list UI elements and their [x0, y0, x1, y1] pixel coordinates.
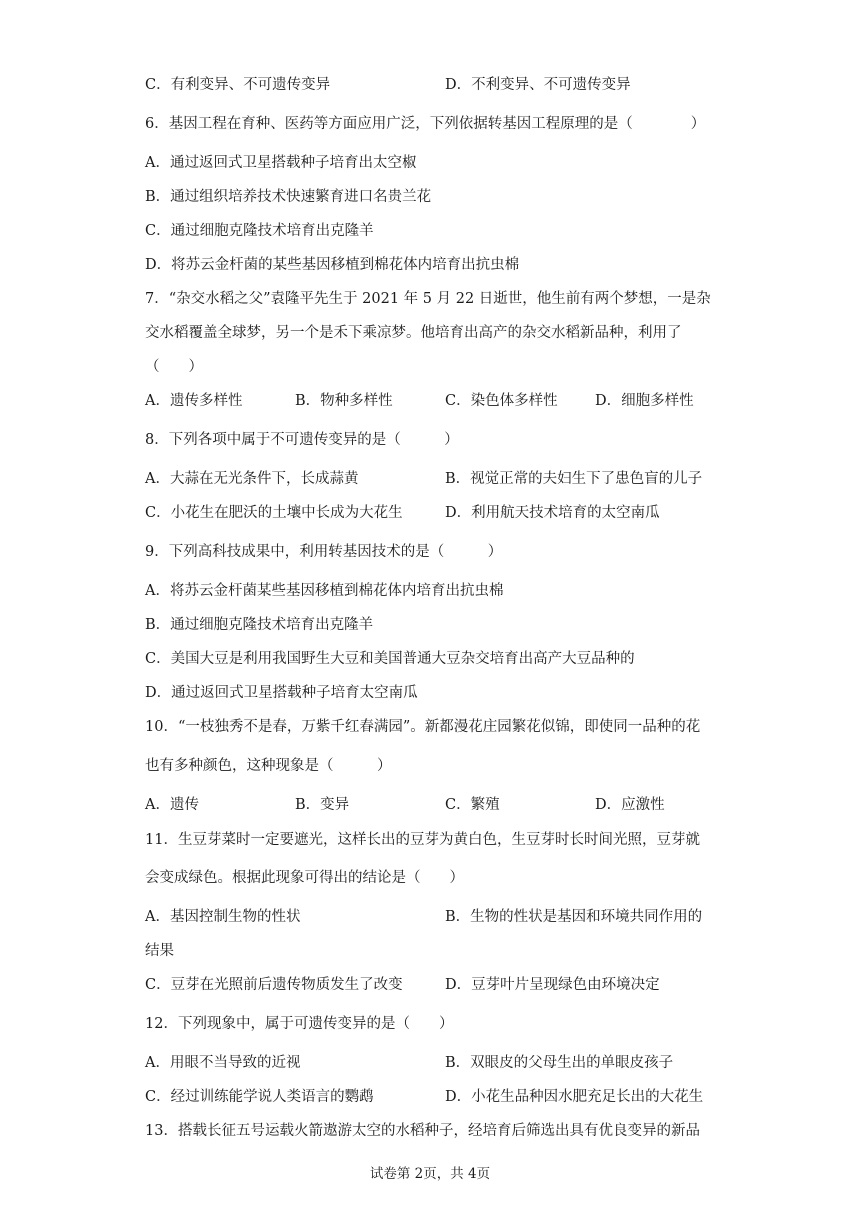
q11-option-b: B．生物的性状是基因和环境共同作用的 [445, 909, 703, 925]
q11-stem-line1: 11．生豆芽菜时一定要遮光，这样长出的豆芽为黄白色，生豆芽时长时间光照，豆芽就 [145, 832, 700, 848]
q7-stem-line3: （ ） [145, 359, 203, 375]
q12-option-d: D．小花生品种因水肥充足长出的大花生 [445, 1089, 704, 1105]
q7-option-a: A．遗传多样性 [145, 393, 243, 409]
q7-option-b: B．物种多样性 [295, 393, 393, 409]
q10-stem-line2: 也有多种颜色，这种现象是（ ） [145, 758, 392, 774]
q9-option-d: D．通过返回式卫星搭载种子培育太空南瓜 [145, 685, 418, 701]
q9-option-a: A．将苏云金杆菌某些基因移植到棉花体内培育出抗虫棉 [145, 583, 504, 599]
q10-option-a: A．遗传 [145, 797, 199, 813]
q12-option-a: A．用眼不当导致的近视 [145, 1055, 301, 1071]
q9-option-c: C．美国大豆是利用我国野生大豆和美国普通大豆杂交培育出高产大豆品种的 [145, 651, 635, 667]
q10-stem-line1: 10．“一枝独秀不是春，万紫千红春满园”。新都漫花庄园繁花似锦，即使同一品种的花 [145, 719, 701, 735]
q8-option-d: D．利用航天技术培育的太空南瓜 [445, 505, 660, 521]
q8-option-b: B．视觉正常的夫妇生下了患色盲的儿子 [445, 471, 703, 487]
q9-option-b: B．通过细胞克隆技术培育出克隆羊 [145, 617, 374, 633]
q8-option-c: C．小花生在肥沃的土壤中长成为大花生 [145, 505, 403, 521]
page-footer: 试卷第 2页，共 4页 [369, 1166, 491, 1182]
q7-stem-line1: 7．“杂交水稻之父”袁隆平先生于 2021 年 5 月 22 日逝世，他生前有两个梦想，一是杂 [145, 291, 711, 307]
q6-option-d: D．将苏云金杆菌的某些基因移植到棉花体内培育出抗虫棉 [145, 257, 520, 273]
q11-option-a: A．基因控制生物的性状 [145, 909, 301, 925]
q11-option-c: C．豆芽在光照前后遗传物质发生了改变 [145, 977, 403, 993]
q10-option-c: C．繁殖 [445, 797, 500, 813]
q12-stem: 12．下列现象中，属于可遗传变异的是（ ） [145, 1016, 454, 1032]
q6-option-c: C．通过细胞克隆技术培育出克隆羊 [145, 223, 374, 239]
q5-option-c: C．有利变异、不可遗传变异 [145, 77, 331, 93]
q9-stem: 9．下列高科技成果中，利用转基因技术的是（ ） [145, 544, 503, 560]
q13-stem-line1: 13．搭载长征五号运载火箭遨游太空的水稻种子，经培育后筛选出具有优良变异的新品 [145, 1123, 700, 1139]
q11-option-d: D．豆芽叶片呈现绿色由环境决定 [445, 977, 660, 993]
q10-option-d: D．应激性 [595, 797, 665, 813]
q6-option-a: A．通过返回式卫星搭载种子培育出太空椒 [145, 155, 417, 171]
q7-option-c: C．染色体多样性 [445, 393, 558, 409]
q12-option-c: C．经过训练能学说人类语言的鹦鹉 [145, 1089, 374, 1105]
q7-stem-line2: 交水稻覆盖全球梦，另一个是禾下乘凉梦。他培育出高产的杂交水稻新品种，利用了 [145, 325, 682, 341]
q5-option-d: D．不利变异、不可遗传变异 [445, 77, 631, 93]
q11-stem-line2: 会变成绿色。根据此现象可得出的结论是（ ） [145, 870, 464, 886]
q10-option-b: B．变异 [295, 797, 350, 813]
q11-option-b-wrap: 结果 [145, 943, 174, 959]
q7-option-d: D．细胞多样性 [595, 393, 694, 409]
q6-stem: 6．基因工程在育种、医药等方面应用广泛，下列依据转基因工程原理的是（ ） [145, 116, 706, 132]
q8-stem: 8．下列各项中属于不可遗传变异的是（ ） [145, 432, 459, 448]
q8-option-a: A．大蒜在无光条件下，长成蒜黄 [145, 471, 359, 487]
q6-option-b: B．通过组织培养技术快速繁育进口名贵兰花 [145, 189, 432, 205]
q12-option-b: B．双眼皮的父母生出的单眼皮孩子 [445, 1055, 674, 1071]
